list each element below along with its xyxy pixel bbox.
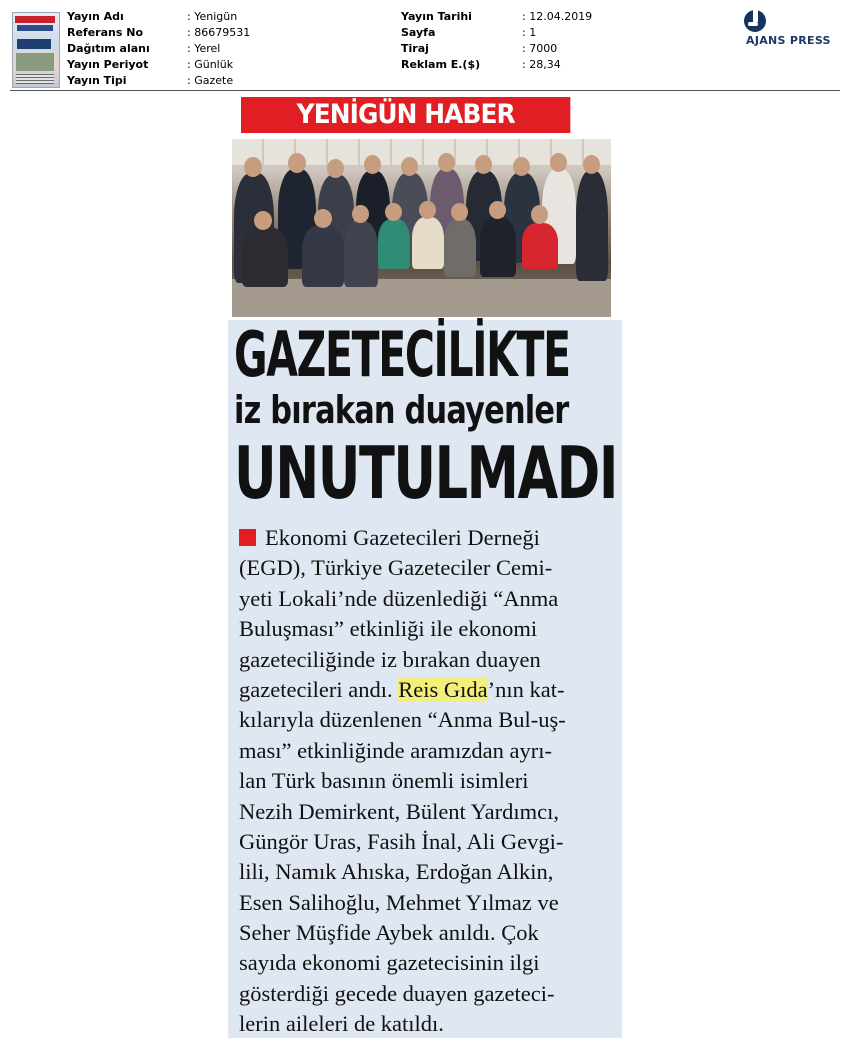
body-line: Ekonomi Gazetecileri Derneği <box>239 523 619 553</box>
info-row-circulation: Tiraj : 7000 <box>401 42 558 55</box>
publication-info-right <box>401 9 592 73</box>
headline-main: GAZETECİLİKTE <box>234 318 570 391</box>
body-line: ması” etkinliğinde aramızdan ayrı- <box>239 737 553 763</box>
ajans-press-logo <box>744 8 844 48</box>
headline-bottom: UNUTULMADI <box>234 431 617 515</box>
body-line: (EGD), Türkiye Gazeteciler Cemi- <box>239 555 553 581</box>
body-line: Esen Salihoğlu, Mehmet Yılmaz ve <box>239 889 559 915</box>
body-line: lan Türk basının önemli isimleri <box>239 768 529 794</box>
body-line: Nezih Demirkent, Bülent Yardımcı, <box>239 798 559 824</box>
publication-info-left <box>67 9 250 89</box>
body-line: gazetecileri andı. Reis Gıda’nın kat- <box>239 676 565 702</box>
body-line: lerin aileleri de katıldı. <box>239 1011 444 1037</box>
logo-mark-icon <box>744 10 766 32</box>
article-body <box>239 523 619 1040</box>
red-square-bullet-icon <box>239 529 256 546</box>
body-line: yeti Lokali’nde düzenlediği “Anma <box>239 585 559 611</box>
body-line: Seher Müşfide Aybek anıldı. Çok <box>239 920 539 946</box>
news-banner: YENİGÜN HABER <box>241 97 570 133</box>
info-row-date: Yayın Tarihi : 12.04.2019 <box>401 10 593 23</box>
body-line: Buluşması” etkinliği ile ekonomi <box>239 616 538 642</box>
info-row-publication-name: Yayın Adı : Yenigün <box>67 10 238 23</box>
logo-text: AJANS PRESS <box>746 34 831 47</box>
headline-sub: iz bırakan duayenler <box>234 388 569 432</box>
info-row-distribution-area: Dağıtım alanı : Yerel <box>67 42 221 55</box>
body-line: gösterdiği gecede duayen gazeteci- <box>239 980 555 1006</box>
body-line: lili, Namık Ahıska, Erdoğan Alkin, <box>239 859 554 885</box>
info-row-page: Sayfa : 1 <box>401 26 537 39</box>
info-row-period: Yayın Periyot : Günlük <box>67 58 234 71</box>
newspaper-thumbnail <box>12 12 60 88</box>
info-row-ad-equivalent: Reklam E.($) : 28,34 <box>401 58 561 71</box>
body-line: kılarıyla düzenlenen “Anma Bul-uş- <box>239 707 566 733</box>
header-divider <box>10 90 840 91</box>
body-line: sayıda ekonomi gazetecisinin ilgi <box>239 950 540 976</box>
info-row-reference-no: Referans No : 86679531 <box>67 26 251 39</box>
body-line: Güngör Uras, Fasih İnal, Ali Gevgi- <box>239 828 564 854</box>
body-line: gazeteciliğinde iz bırakan duayen <box>239 646 541 672</box>
info-row-type: Yayın Tipi : Gazete <box>67 74 234 87</box>
group-photo <box>232 139 611 317</box>
highlighted-brand: Reis Gıda <box>398 676 488 702</box>
